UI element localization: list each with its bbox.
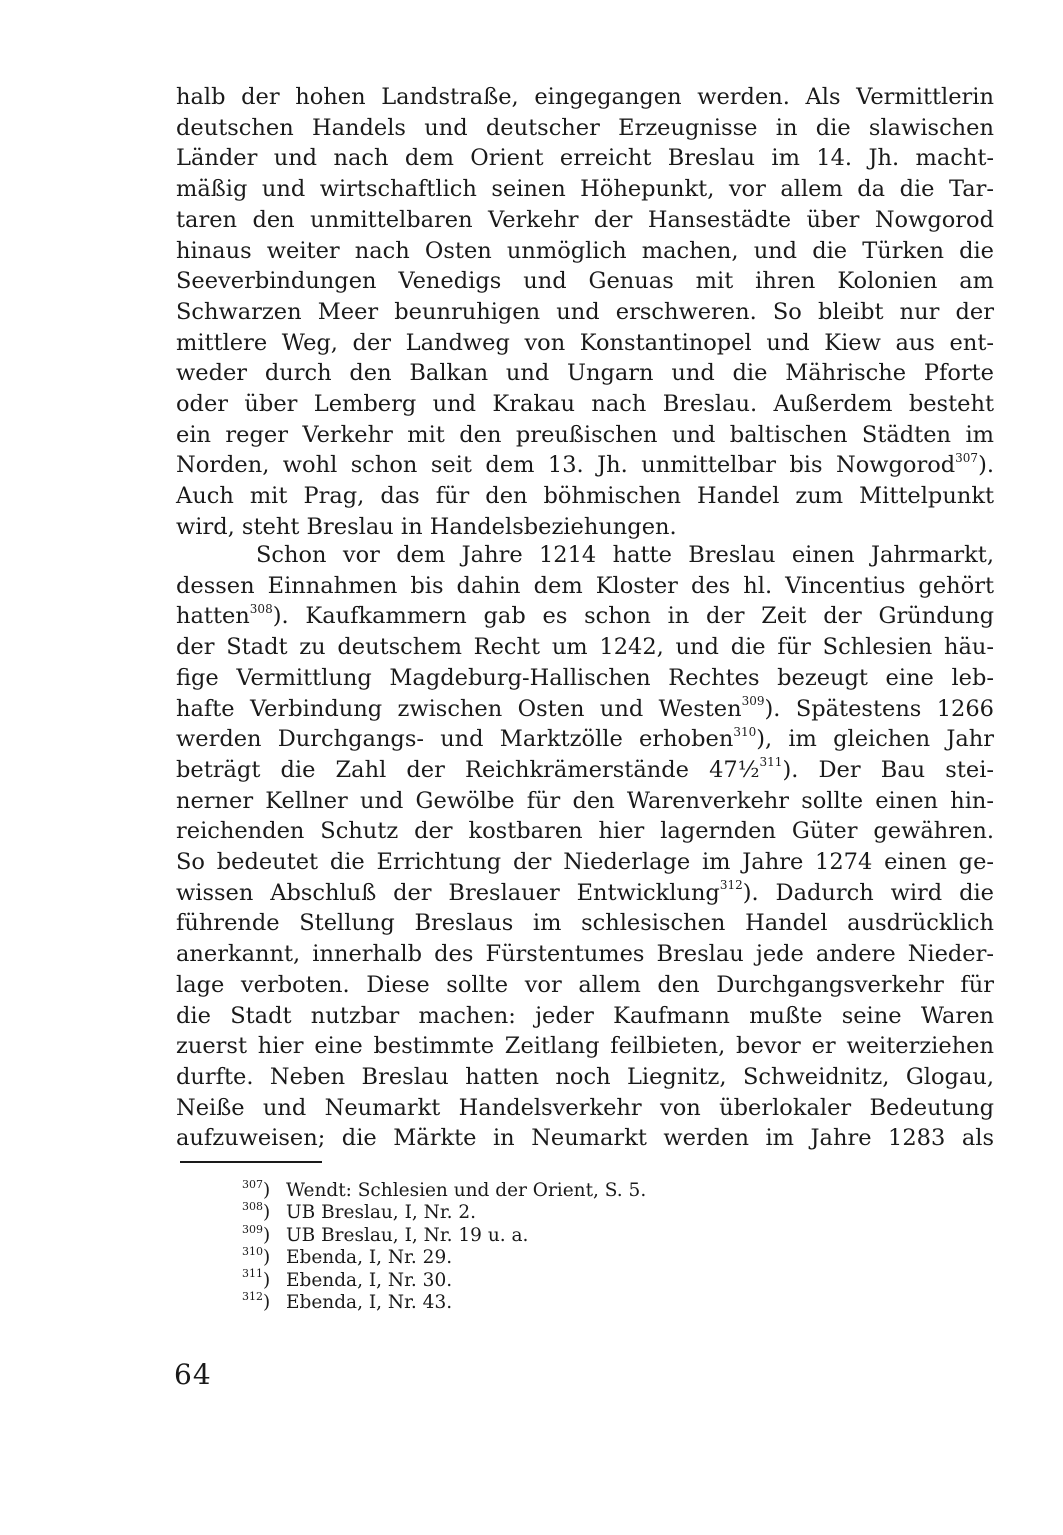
text-line: durfte. Neben Breslau hatten noch Liegnitz, Schweidnitz, Glogau, xyxy=(176,1063,994,1090)
text-line: Schwarzen Meer beunruhigen und erschweren. So bleibt nur der xyxy=(176,298,994,325)
footnote-ref[interactable]: 311 xyxy=(759,755,783,770)
footnote-item xyxy=(242,1289,646,1314)
footnote-divider xyxy=(180,1161,322,1163)
footnote-number: $^{312}$) xyxy=(242,1289,271,1314)
text-line: wird, steht Breslau in Handelsbeziehungen. xyxy=(176,513,677,540)
footnote-text: Ebenda, I, Nr. 30. xyxy=(286,1269,453,1291)
footnote-item xyxy=(242,1177,647,1202)
footnote-text: Ebenda, I, Nr. 29. xyxy=(286,1247,453,1269)
footnote-text: UB Breslau, I, Nr. 19 u. a. xyxy=(286,1224,529,1246)
footnote-number: $^{309}$) xyxy=(242,1222,271,1246)
text-line xyxy=(176,755,994,786)
text-line: taren den unmittelbaren Verkehr der Hansestädte über Nowgorod xyxy=(176,206,994,233)
footnotes xyxy=(242,1177,647,1314)
footnote-item xyxy=(242,1247,646,1269)
text-line xyxy=(176,724,994,755)
footnote-text: Wendt: Schlesien und der Orient, S. 5. xyxy=(286,1180,647,1201)
line-text: ). Kaufkammern gab es schon in der Zeit der Gründung xyxy=(272,603,994,630)
text-line: fige Vermittlung Magdeburg-Hallischen Rechtes bezeugt eine leb- xyxy=(176,664,994,691)
footnote-item xyxy=(242,1222,646,1247)
footnote-ref[interactable]: 307 xyxy=(955,450,979,465)
text-line: aufzuweisen; die Märkte in Neumarkt werden im Jahre 1283 als xyxy=(176,1125,994,1152)
text-line: lage verboten. Diese sollte vor allem den Durchgangsverkehr für xyxy=(176,971,994,998)
line-text: ). xyxy=(978,452,994,479)
text-line: nerner Kellner und Gewölbe für den Warenverkehr sollte einen hin- xyxy=(176,787,994,814)
line-text: ). Der Bau stei- xyxy=(782,756,994,783)
paragraph-1 xyxy=(176,82,994,543)
footnote-ref[interactable]: 312 xyxy=(719,878,743,893)
text-line: der Stadt zu deutschem Recht um 1242, und die für Schlesien häu- xyxy=(176,634,994,661)
line-text: wissen Abschluß der Breslauer Entwicklung xyxy=(176,879,720,906)
footnote-item xyxy=(242,1202,646,1224)
text-line xyxy=(176,450,994,481)
text-line: weder durch den Balkan und Ungarn und die Mährische Pforte xyxy=(176,360,994,387)
text-line: So bedeutet die Errichtung der Niederlage im Jahre 1274 einen ge- xyxy=(176,849,994,876)
text-line: Länder und nach dem Orient erreicht Breslau im 14. Jh. macht- xyxy=(176,145,994,172)
text-line: dessen Einnahmen bis dahin dem Kloster des hl. Vincentius gehört xyxy=(176,572,994,599)
text-line: Schon vor dem Jahre 1214 hatte Breslau einen Jahrmarkt, xyxy=(256,542,994,568)
page-number: 64 xyxy=(174,1358,212,1391)
text-line: oder über Lemberg und Krakau nach Breslau. Außerdem besteht xyxy=(176,391,994,418)
text-line xyxy=(176,878,994,909)
text-line: halb der hohen Landstraße, eingegangen werden. Als Vermittlerin xyxy=(176,84,994,110)
footnote-ref[interactable]: 309 xyxy=(741,694,765,709)
text-line: ein reger Verkehr mit den preußischen und baltischen Städten im xyxy=(176,421,994,448)
line-text: hatten xyxy=(176,603,250,630)
line-text: ). Dadurch wird die xyxy=(742,879,994,906)
footnote-item xyxy=(242,1267,646,1292)
text-line: anerkannt, innerhalb des Fürstentumes Breslau jede andere Nieder- xyxy=(176,941,994,968)
line-text: werden Durchgangs- und Marktzölle erhoben xyxy=(176,726,734,753)
footnote-text: UB Breslau, I, Nr. 2. xyxy=(286,1202,477,1224)
footnote-ref[interactable]: 308 xyxy=(249,601,273,616)
paragraph-2 xyxy=(176,540,994,1154)
line-text: ). Spätestens 1266 xyxy=(764,695,994,722)
text-line: Seeverbindungen Venedigs und Genuas mit ihren Kolonien am xyxy=(176,268,994,295)
text-line: Neiße und Neumarkt Handelsverkehr von überlokaler Bedeutung xyxy=(176,1094,994,1121)
footnote-number: $^{308}$) xyxy=(242,1200,271,1224)
line-text: hafte Verbindung zwischen Osten und Westen xyxy=(176,695,742,722)
text-line: Auch mit Prag, das für den böhmischen Handel zum Mittelpunkt xyxy=(176,483,994,510)
text-line: hinaus weiter nach Osten unmöglich machen, und die Türken die xyxy=(176,237,994,264)
footnote-number: $^{307}$) xyxy=(242,1177,271,1201)
text-line: zuerst hier eine bestimmte Zeitlang feilbieten, bevor er weiterziehen xyxy=(176,1033,994,1060)
footnote-number: $^{311}$) xyxy=(242,1267,271,1291)
footnote-number: $^{310}$) xyxy=(242,1245,271,1269)
line-text: ), im gleichen Jahr xyxy=(756,726,994,753)
footnote-ref[interactable]: 310 xyxy=(733,724,757,739)
text-line: führende Stellung Breslaus im schlesischen Handel ausdrücklich xyxy=(176,910,994,937)
text-line: deutschen Handels und deutscher Erzeugnisse in die slawischen xyxy=(176,114,994,141)
text-line xyxy=(176,694,994,725)
line-text: beträgt die Zahl der Reichkrämerstände 47½ xyxy=(176,756,760,783)
text-line xyxy=(176,601,994,632)
text-line: reichenden Schutz der kostbaren hier lagernden Güter gewähren. xyxy=(176,818,994,845)
line-text: Norden, wohl schon seit dem 13. Jh. unmittelbar bis Nowgorod xyxy=(176,452,956,479)
footnote-text: Ebenda, I, Nr. 43. xyxy=(286,1292,453,1314)
text-line: mittlere Weg, der Landweg von Konstantinopel und Kiew aus ent- xyxy=(176,329,994,356)
text-line: die Stadt nutzbar machen: jeder Kaufmann mußte seine Waren xyxy=(176,1002,994,1029)
text-line: mäßig und wirtschaftlich seinen Höhepunkt, vor allem da die Tar- xyxy=(176,176,994,203)
